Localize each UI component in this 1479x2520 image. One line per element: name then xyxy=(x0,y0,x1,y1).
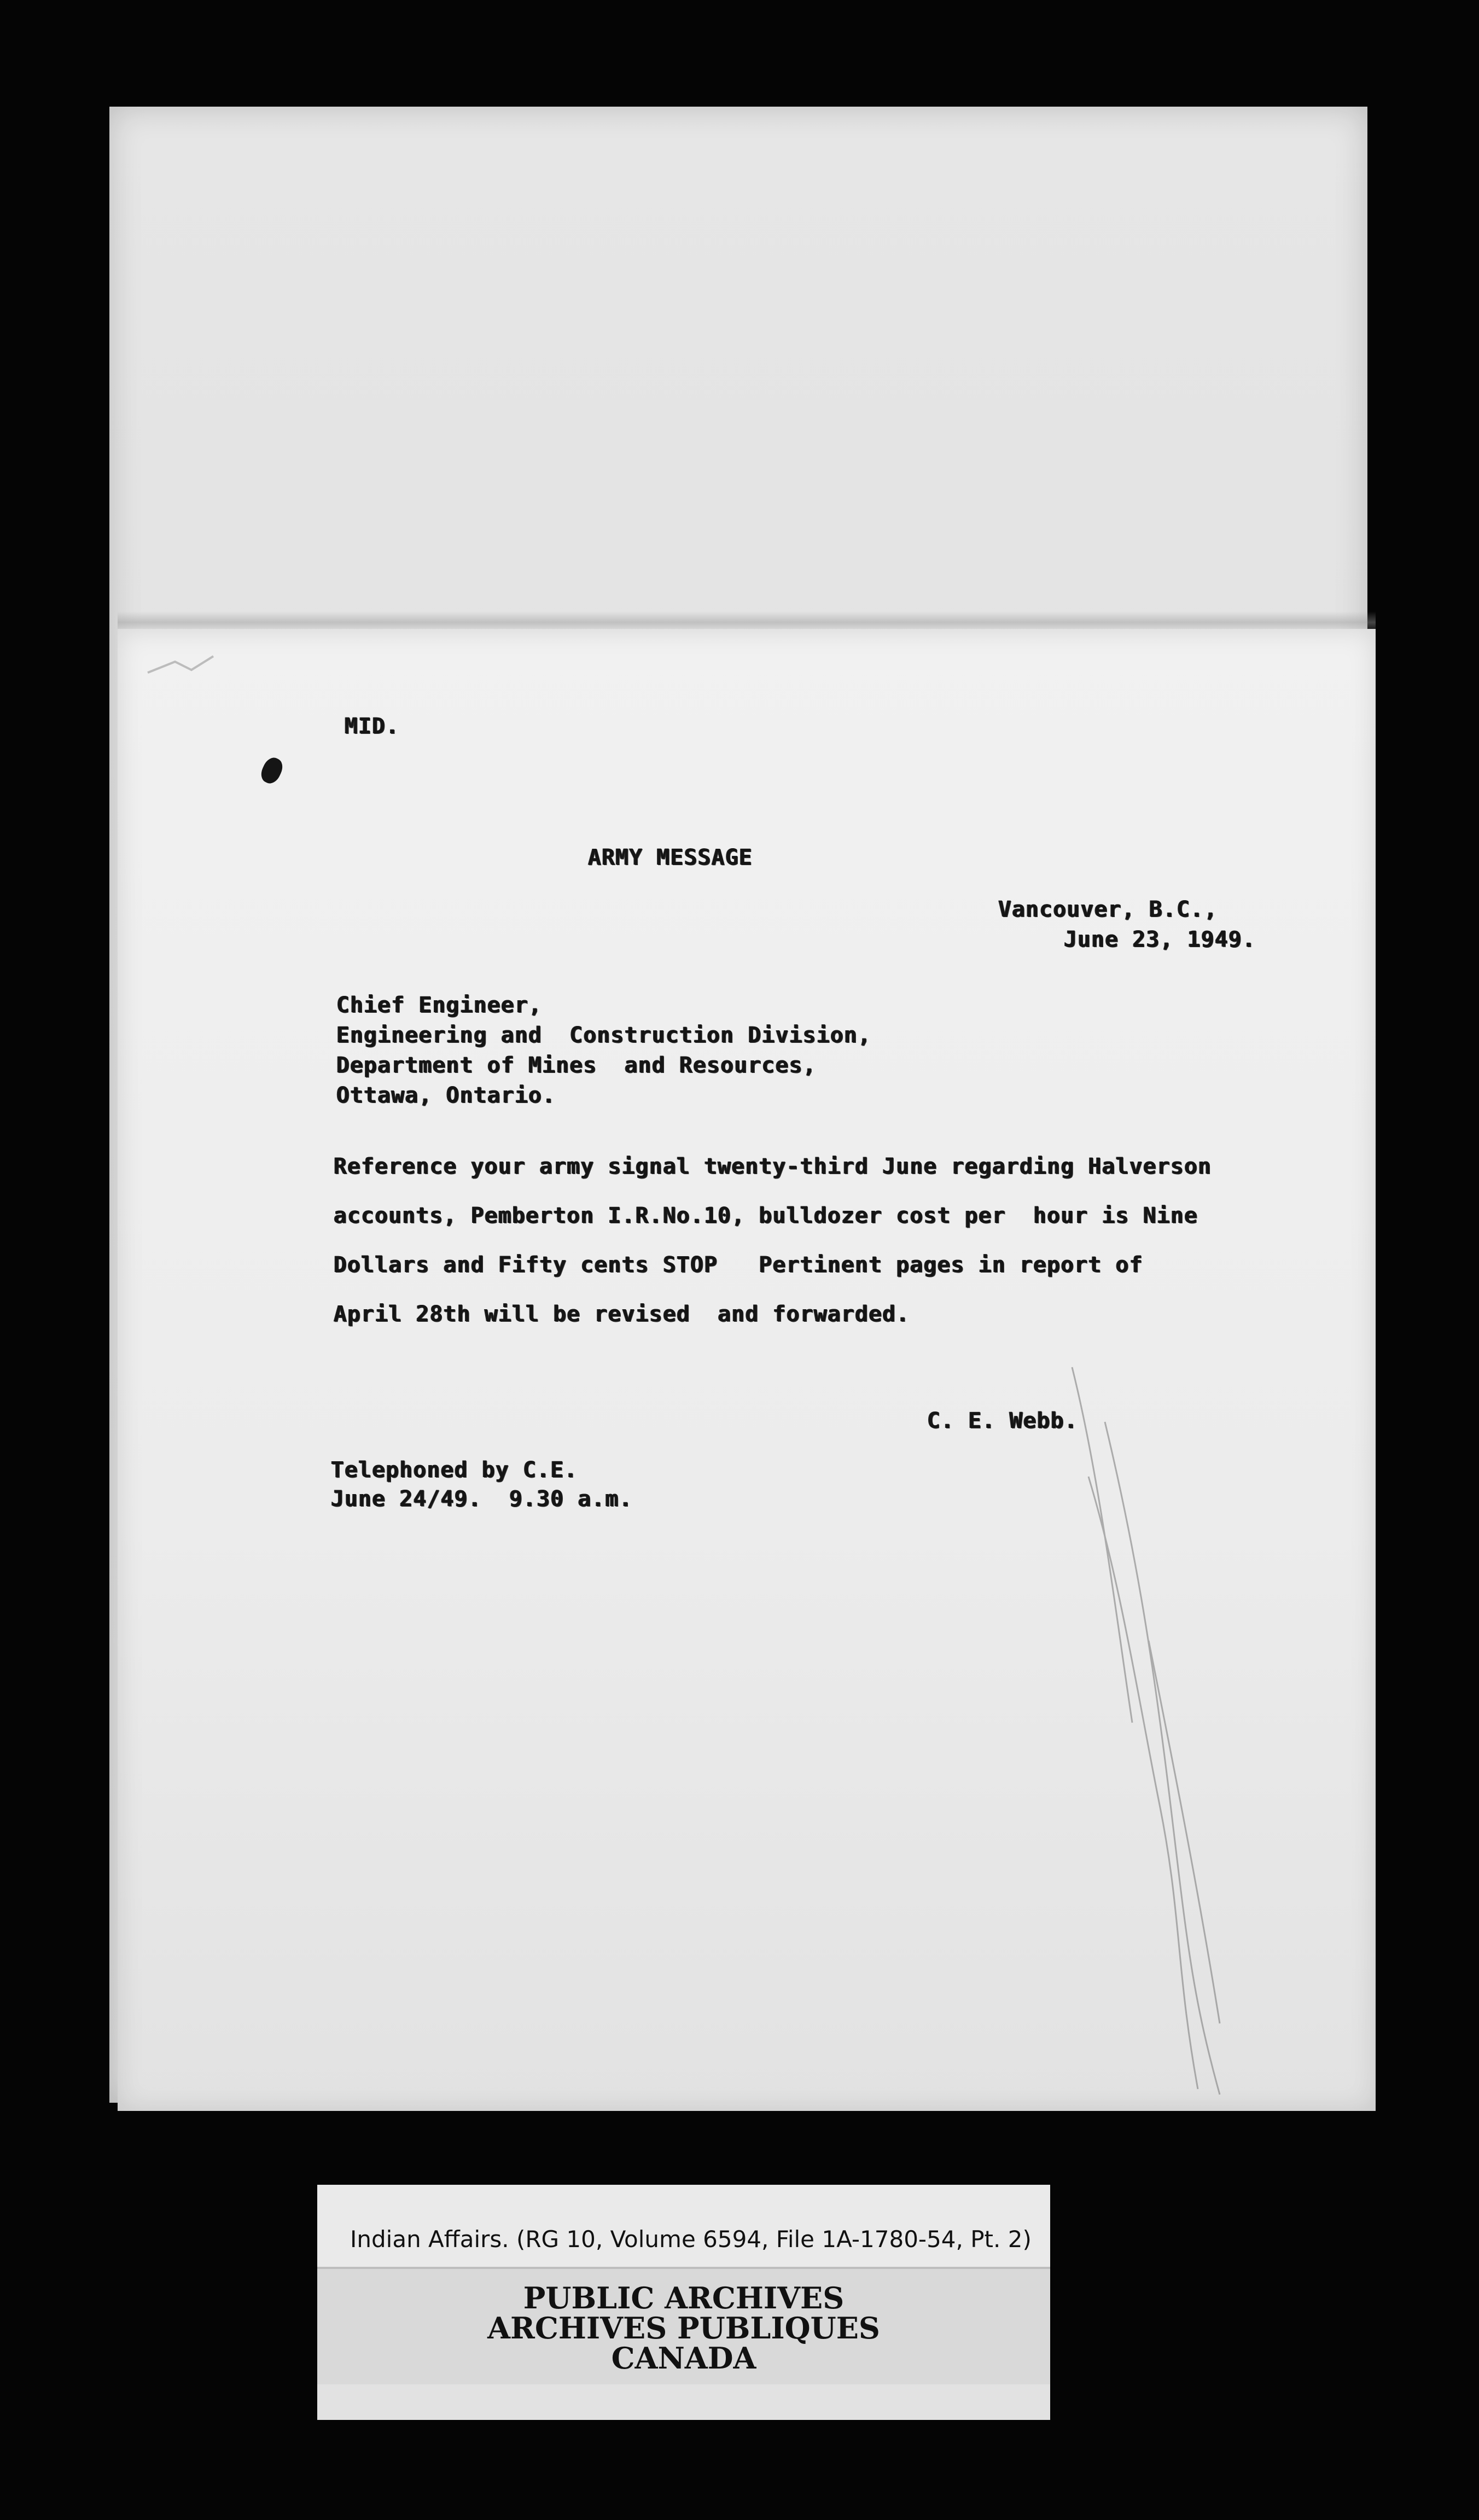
archive-reference: Indian Affairs. (RG 10, Volume 6594, File 1A-1780-54, Pt. 2) xyxy=(350,2226,1032,2253)
footnote-line: June 24/49. 9.30 a.m. xyxy=(331,1486,633,1512)
body-line: April 28th will be revised and forwarded. xyxy=(334,1302,910,1327)
footnote-line: Telephoned by C.E. xyxy=(331,1457,578,1483)
archive-stamp-line: ARCHIVES PUBLIQUES xyxy=(487,2311,880,2346)
archive-label-bottom xyxy=(317,2384,1050,2420)
body-line: Reference your army signal twenty-third June regarding Halverson xyxy=(334,1154,1212,1179)
message-location: Vancouver, B.C., xyxy=(998,897,1218,922)
recipient-line: Chief Engineer, xyxy=(336,993,543,1018)
recipient-line: Ottawa, Ontario. xyxy=(336,1083,556,1108)
message-date: June 23, 1949. xyxy=(1064,927,1256,952)
body-line: accounts, Pemberton I.R.No.10, bulldozer cost per hour is Nine xyxy=(334,1203,1198,1228)
corner-mark: MID. xyxy=(345,714,400,739)
recipient-line: Department of Mines and Resources, xyxy=(336,1053,817,1078)
message-heading: ARMY MESSAGE xyxy=(588,845,753,870)
body-line: Dollars and Fifty cents STOP Pertinent pages in report of xyxy=(334,1252,1143,1278)
archive-stamp-line: CANADA xyxy=(611,2341,756,2376)
signature: C. E. Webb. xyxy=(927,1408,1078,1433)
archive-stamp-line: PUBLIC ARCHIVES xyxy=(523,2280,845,2315)
recipient-line: Engineering and Construction Division, xyxy=(336,1023,872,1048)
